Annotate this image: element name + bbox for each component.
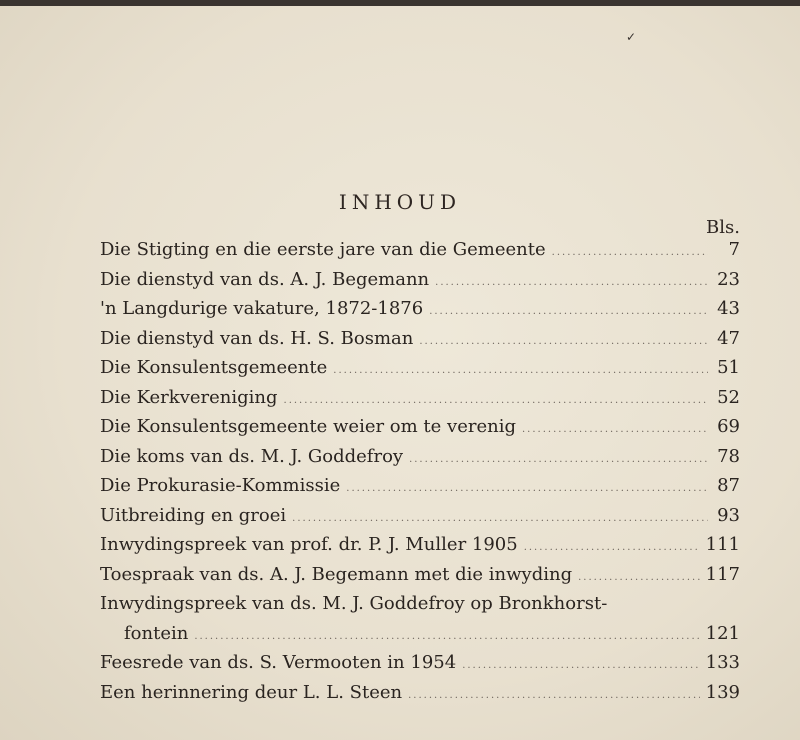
toc-entry-page: 52 — [717, 386, 740, 408]
toc-entry-page: 117 — [705, 563, 740, 585]
toc-entry-title: Die Konsulentsgemeente weier om te verenig — [100, 416, 516, 437]
toc-leader-dots — [409, 445, 708, 475]
toc-entry-page: 93 — [717, 504, 740, 526]
toc-entry-page: 139 — [705, 681, 740, 703]
toc-entry-page: 111 — [705, 534, 740, 555]
toc-entry-title: 'n Langdurige vakature, 1872-1876 — [100, 298, 424, 319]
toc-entry-title: Die Stigting en die eerste jare van die Gemeente — [100, 239, 546, 260]
toc-entry-title: Die koms van ds. M. J. Goddefroy — [100, 445, 404, 467]
toc-entry — [100, 383, 740, 413]
toc-entry-title: Die Prokurasie-Kommissie — [100, 475, 341, 496]
toc-entry-title: Een herinnering deur L. L. Steen — [100, 681, 403, 703]
toc-leader-dots — [194, 622, 699, 652]
toc-leader-dots — [578, 563, 700, 593]
toc-entry-title: Inwydingspreek van ds. M. J. Goddefroy op Bronkhorst- — [100, 593, 608, 614]
toc-entry — [100, 471, 740, 501]
toc-entry — [100, 619, 740, 649]
toc-entry — [100, 501, 740, 531]
toc-entry-page: 23 — [717, 268, 740, 290]
toc-entry-page: 43 — [717, 298, 740, 319]
toc-leader-dots — [524, 533, 700, 563]
toc-entry-title: Die dienstyd van ds. A. J. Begemann — [100, 268, 430, 290]
toc-entry — [100, 560, 740, 590]
toc-leader-dots — [284, 386, 708, 416]
toc-entry-page: 51 — [717, 357, 740, 378]
toc-entry-page: 121 — [705, 622, 740, 644]
toc-leader-dots — [333, 356, 708, 386]
toc-entry — [100, 265, 740, 295]
toc-entry — [100, 678, 740, 708]
toc-entry-title: Die dienstyd van ds. H. S. Bosman — [100, 327, 414, 349]
toc-leader-dots — [429, 297, 708, 327]
toc-entry-page: 133 — [705, 652, 740, 673]
page-column-label: Bls. — [706, 217, 740, 238]
table-of-contents — [100, 235, 740, 707]
toc-entry-page: 47 — [717, 327, 740, 349]
toc-entry-title: Uitbreiding en groei — [100, 504, 287, 526]
toc-entry — [100, 648, 740, 678]
toc-leader-dots — [522, 415, 708, 445]
toc-entry-page: 87 — [717, 475, 740, 496]
toc-entry-title: Die Kerkvereniging — [100, 386, 278, 408]
toc-entry-title: fontein — [124, 622, 189, 644]
toc-leader-dots — [292, 504, 708, 534]
toc-entry — [100, 442, 740, 472]
toc-entry — [100, 324, 740, 354]
toc-entry — [100, 412, 740, 442]
toc-entry-page: 78 — [717, 445, 740, 467]
toc-entry — [100, 294, 740, 324]
toc-entry-page: 7 — [728, 239, 740, 260]
toc-entry-title: Toespraak van ds. A. J. Begemann met die inwyding — [100, 563, 573, 585]
toc-entry-title: Inwydingspreek van prof. dr. P. J. Muller 1905 — [100, 534, 518, 555]
toc-leader-dots — [462, 651, 699, 681]
toc-entry — [100, 353, 740, 383]
page-top-edge — [0, 0, 800, 6]
toc-entry-title: Die Konsulentsgemeente — [100, 357, 328, 378]
toc-leader-dots — [435, 268, 708, 298]
toc-entry-page: 69 — [717, 416, 740, 437]
toc-leader-dots — [408, 681, 700, 711]
toc-entry-continued — [100, 589, 740, 619]
toc-leader-dots — [552, 238, 708, 268]
page-title: INHOUD — [338, 190, 462, 214]
toc-entry — [100, 235, 740, 265]
toc-leader-dots — [419, 327, 708, 357]
ink-mark: ✓ — [626, 30, 637, 44]
toc-entry — [100, 530, 740, 560]
toc-leader-dots — [346, 474, 708, 504]
toc-entry-title: Feesrede van ds. S. Vermooten in 1954 — [100, 652, 457, 673]
